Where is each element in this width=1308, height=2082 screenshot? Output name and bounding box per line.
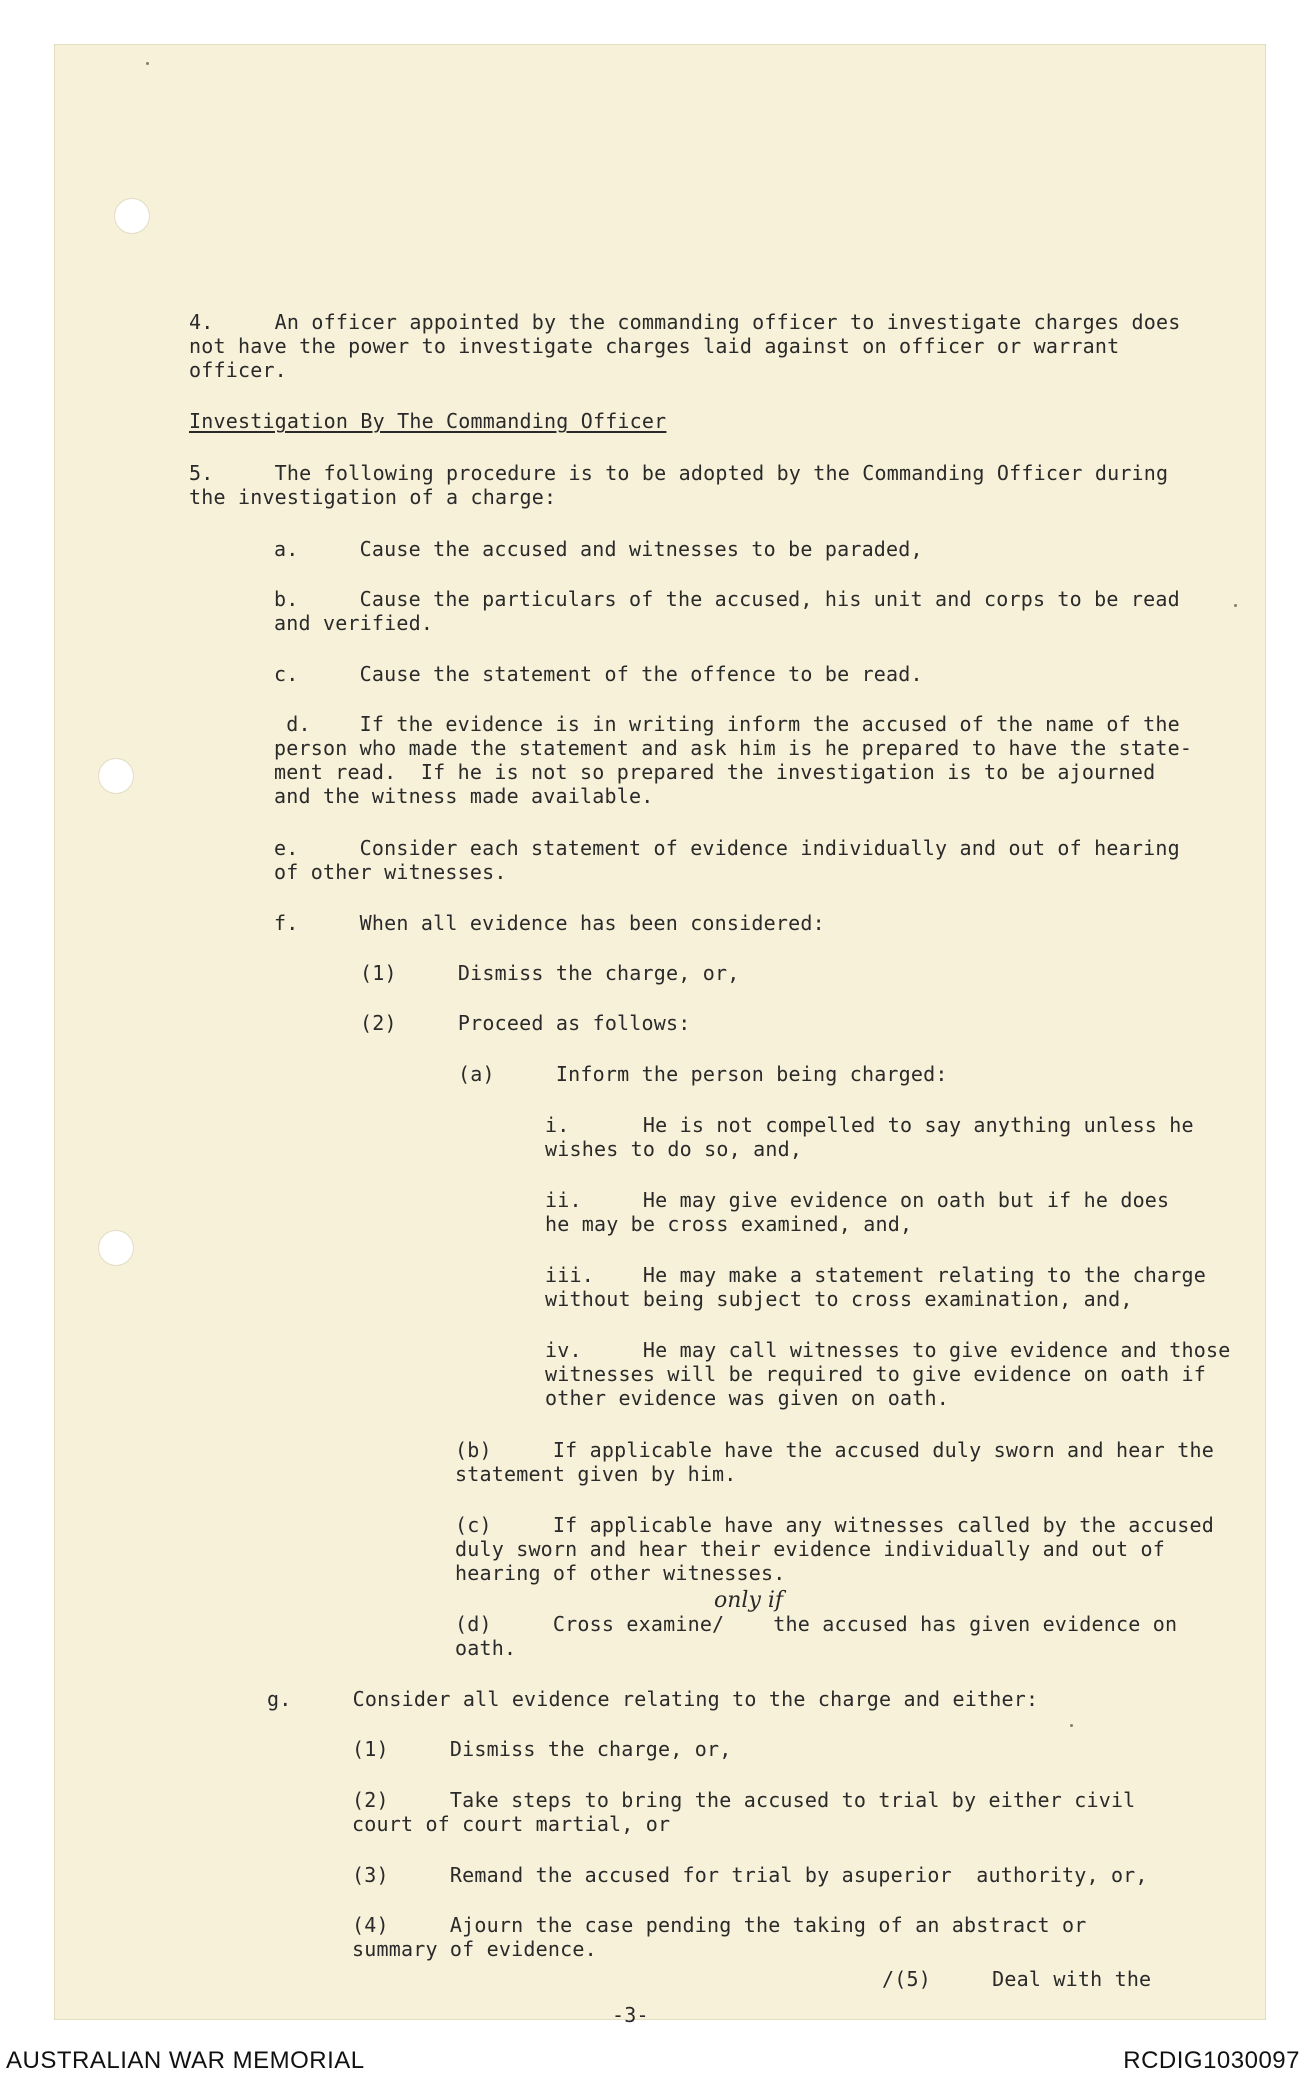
item-f-2-c-line-1: (c) If applicable have any witnesses called by the accused [455,1513,1214,1537]
item-f-2: (2) Proceed as follows: [360,1011,691,1035]
archive-footer-left: AUSTRALIAN WAR MEMORIAL [6,2047,365,2074]
item-g-4-line-2: summary of evidence. [352,1937,597,1961]
item-f-2-c-line-2: duly sworn and hear their evidence individually and out of [455,1537,1165,1561]
item-e-line-2: of other witnesses. [274,860,507,884]
item-d-line-1: d. If the evidence is in writing inform the accused of the name of the [274,712,1180,736]
item-d-line-3: ment read. If he is not so prepared the investigation is to be ajourned [274,760,1156,784]
item-g-2-line-1: (2) Take steps to bring the accused to trial by either civil [352,1788,1136,1812]
para-5-line-1: 5. The following procedure is to be adopted by the Commanding Officer during [189,461,1169,485]
item-f-2-d-line-2: oath. [455,1636,517,1660]
item-f-2-a-ii-line-2: he may be cross examined, and, [545,1212,913,1236]
item-f-2-a-ii-line-1: ii. He may give evidence on oath but if he does [545,1188,1170,1212]
section-heading: Investigation By The Commanding Officer [189,409,667,433]
item-b-line-1: b. Cause the particulars of the accused, his unit and corps to be read [274,587,1180,611]
item-f: f. When all evidence has been considered: [274,911,825,935]
item-f-2-a-iii-line-2: without being subject to cross examination, and, [545,1287,1133,1311]
item-g-1: (1) Dismiss the charge, or, [352,1737,732,1761]
item-f-2-a-iv-line-2: witnesses will be required to give evidence on oath if [545,1362,1207,1386]
item-g-3: (3) Remand the accused for trial by asuperior authority, or, [352,1863,1148,1887]
para-4-line-2: not have the power to investigate charges laid against on officer or warrant [189,334,1120,358]
item-e-line-1: e. Consider each statement of evidence individually and out of hearing [274,836,1180,860]
punch-hole [114,198,150,234]
item-f-1: (1) Dismiss the charge, or, [360,961,740,985]
item-f-2-a-i-line-2: wishes to do so, and, [545,1137,803,1161]
item-f-2-b-line-2: statement given by him. [455,1462,737,1486]
item-g-2-line-2: court of court martial, or [352,1812,671,1836]
item-a: a. Cause the accused and witnesses to be paraded, [274,537,923,561]
archive-footer-right: RCDIG1030097 [1123,2047,1300,2074]
punch-hole [98,1230,134,1266]
item-f-2-c-line-3: hearing of other witnesses. [455,1561,786,1585]
paper-speck [146,62,149,65]
item-g-4-line-1: (4) Ajourn the case pending the taking of an abstract or [352,1913,1087,1937]
page-number: -3- [612,2003,649,2027]
para-4-line-1: 4. An officer appointed by the commanding officer to investigate charges does [189,310,1181,334]
item-f-2-d-line-1: (d) Cross examine/ the accused has given evidence on [455,1612,1178,1636]
item-b-line-2: and verified. [274,611,434,635]
item-c: c. Cause the statement of the offence to be read. [274,662,923,686]
handwritten-insert: only if [714,1588,784,1613]
item-f-2-a-iv-line-1: iv. He may call witnesses to give evidence and those [545,1338,1231,1362]
item-f-2-b-line-1: (b) If applicable have the accused duly sworn and hear the [455,1438,1214,1462]
paper-speck [1070,1724,1073,1727]
para-4-line-3: officer. [189,358,287,382]
continuation-note: /(5) Deal with the [882,1967,1152,1991]
item-f-2-a-iii-line-1: iii. He may make a statement relating to the charge [545,1263,1207,1287]
paper-speck [1234,604,1237,607]
item-f-2-a: (a) Inform the person being charged: [458,1062,948,1086]
item-d-line-4: and the witness made available. [274,784,654,808]
punch-hole [98,758,134,794]
para-5-line-2: the investigation of a charge: [189,485,557,509]
item-f-2-a-i-line-1: i. He is not compelled to say anything unless he [545,1113,1194,1137]
item-f-2-a-iv-line-3: other evidence was given on oath. [545,1386,949,1410]
item-g: g. Consider all evidence relating to the charge and either: [267,1687,1039,1711]
item-d-line-2: person who made the statement and ask him is he prepared to have the state- [274,736,1193,760]
